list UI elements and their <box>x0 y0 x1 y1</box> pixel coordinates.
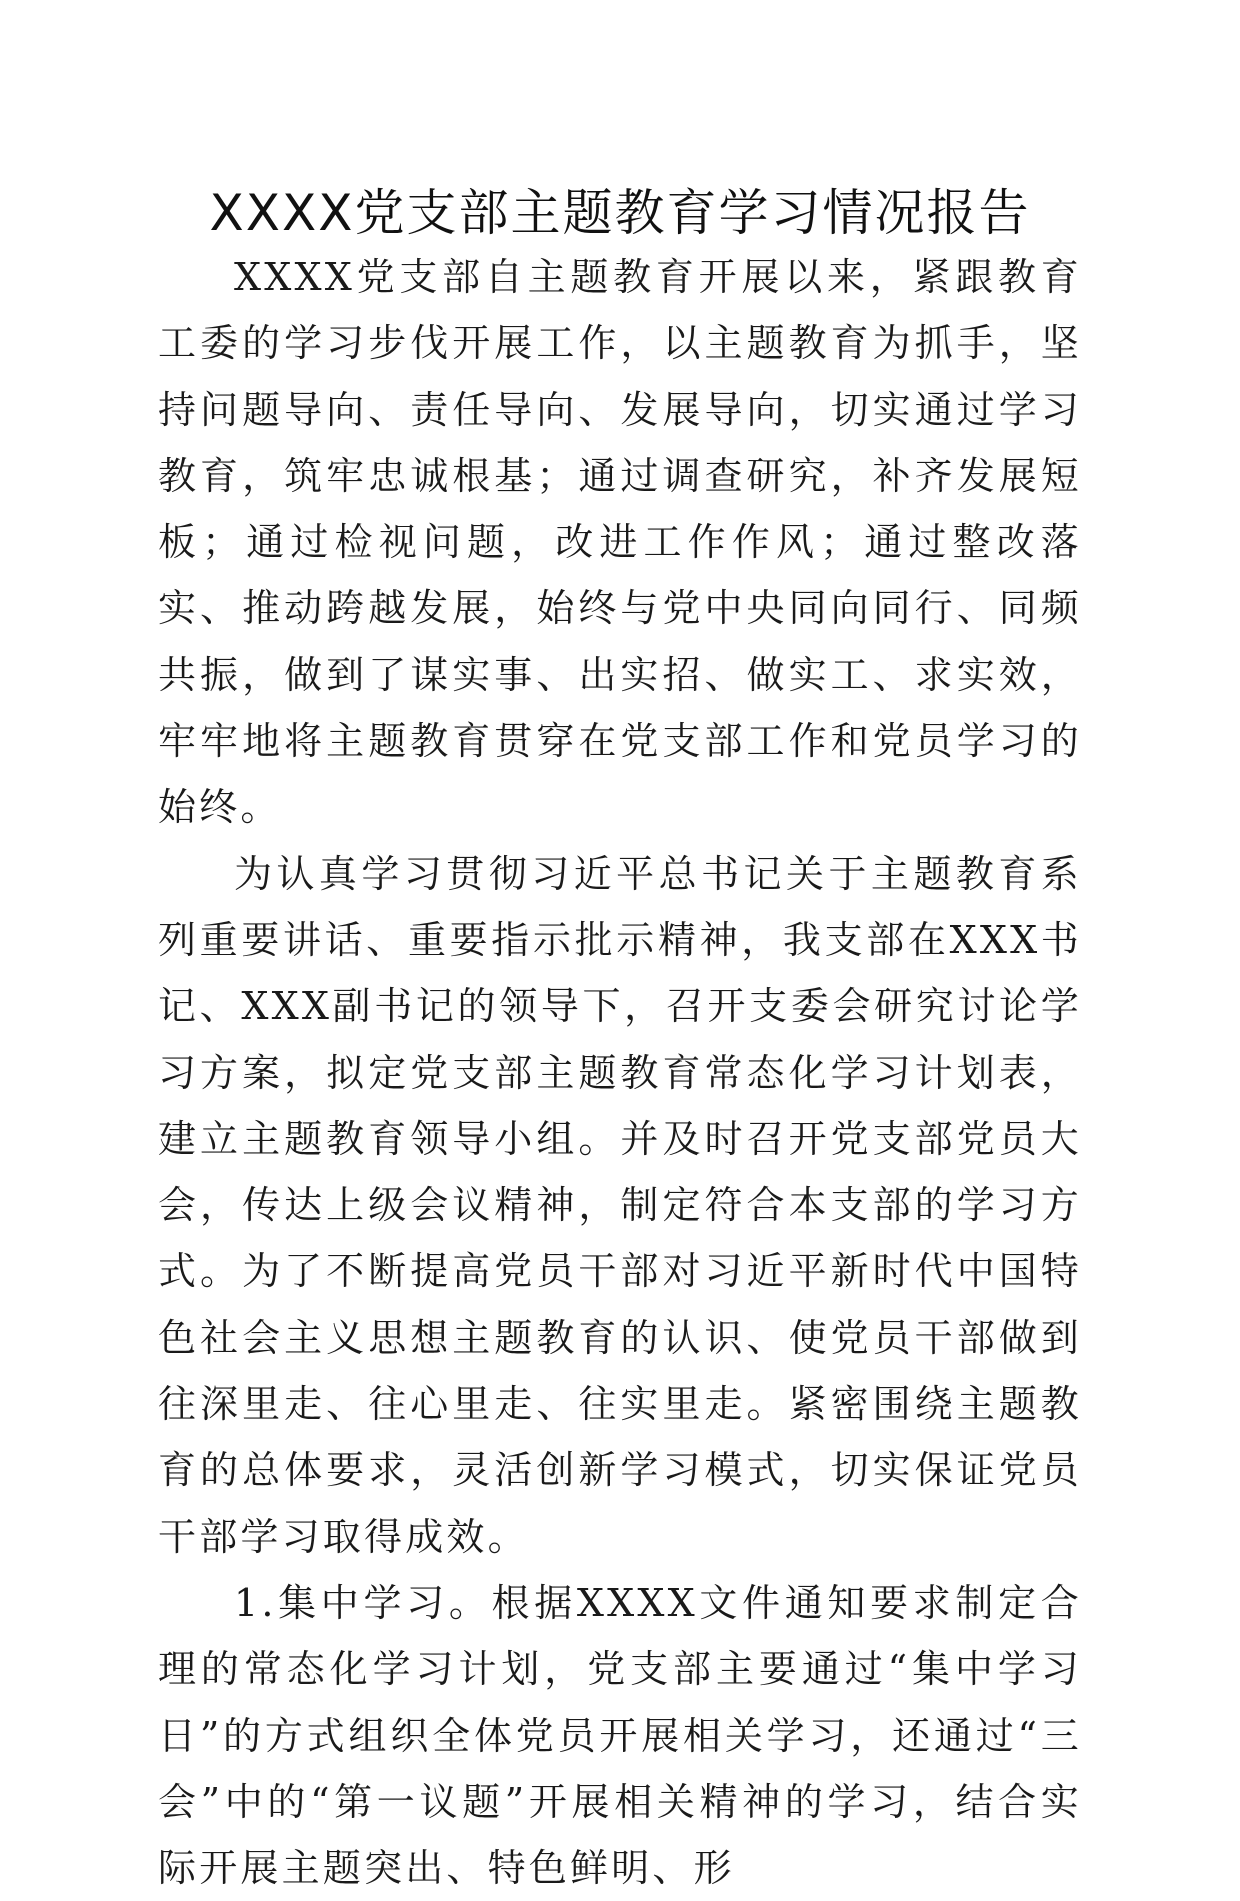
paragraph-study-plan: 为认真学习贯彻习近平总书记关于主题教育系列重要讲话、重要指示批示精神，我支部在XXX书记、XXX副书记的领导下，召开支委会研究讨论学习方案，拟定党支部主题教育常态化学习计划表，建立主题教育领导小组。并及时召开党支部党员大会，传达上级会议精神，制定符合本支部的学习方式。为了不断提高党员干部对习近平新时代中国特色社会主义思想主题教育的认识、使党员干部做到往深里走、往心里走、往实里走。紧密围绕主题教育的总体要求，灵活创新学习模式，切实保证党员干部学习取得成效。 <box>158 851 1082 1559</box>
paragraph-intro: XXXX党支部自主题教育开展以来，紧跟教育工委的学习步伐开展工作，以主题教育为抓手，坚持问题导向、责任导向、发展导向，切实通过学习教育，筑牢忠诚根基；通过调查研究，补齐发展短板；通过检视问题，改进工作作风；通过整改落实、推动跨越发展，始终与党中央同向同行、同频共振，做到了谋实事、出实招、做实工、求实效，牢牢地将主题教育贯穿在党支部工作和党员学习的始终。 <box>158 255 1082 830</box>
document-body <box>158 244 1082 1901</box>
document-title: XXXX党支部主题教育学习情况报告 <box>209 184 1031 242</box>
paragraph-centralized-study: 1.集中学习。根据XXXX文件通知要求制定合理的常态化学习计划，党支部主要通过“集中学习日”的方式组织全体党员开展相关学习，还通过“三会”中的“第一议题”开展相关精神的学习，结合实际开展主题突出、特色鲜明、形 <box>158 1580 1082 1891</box>
